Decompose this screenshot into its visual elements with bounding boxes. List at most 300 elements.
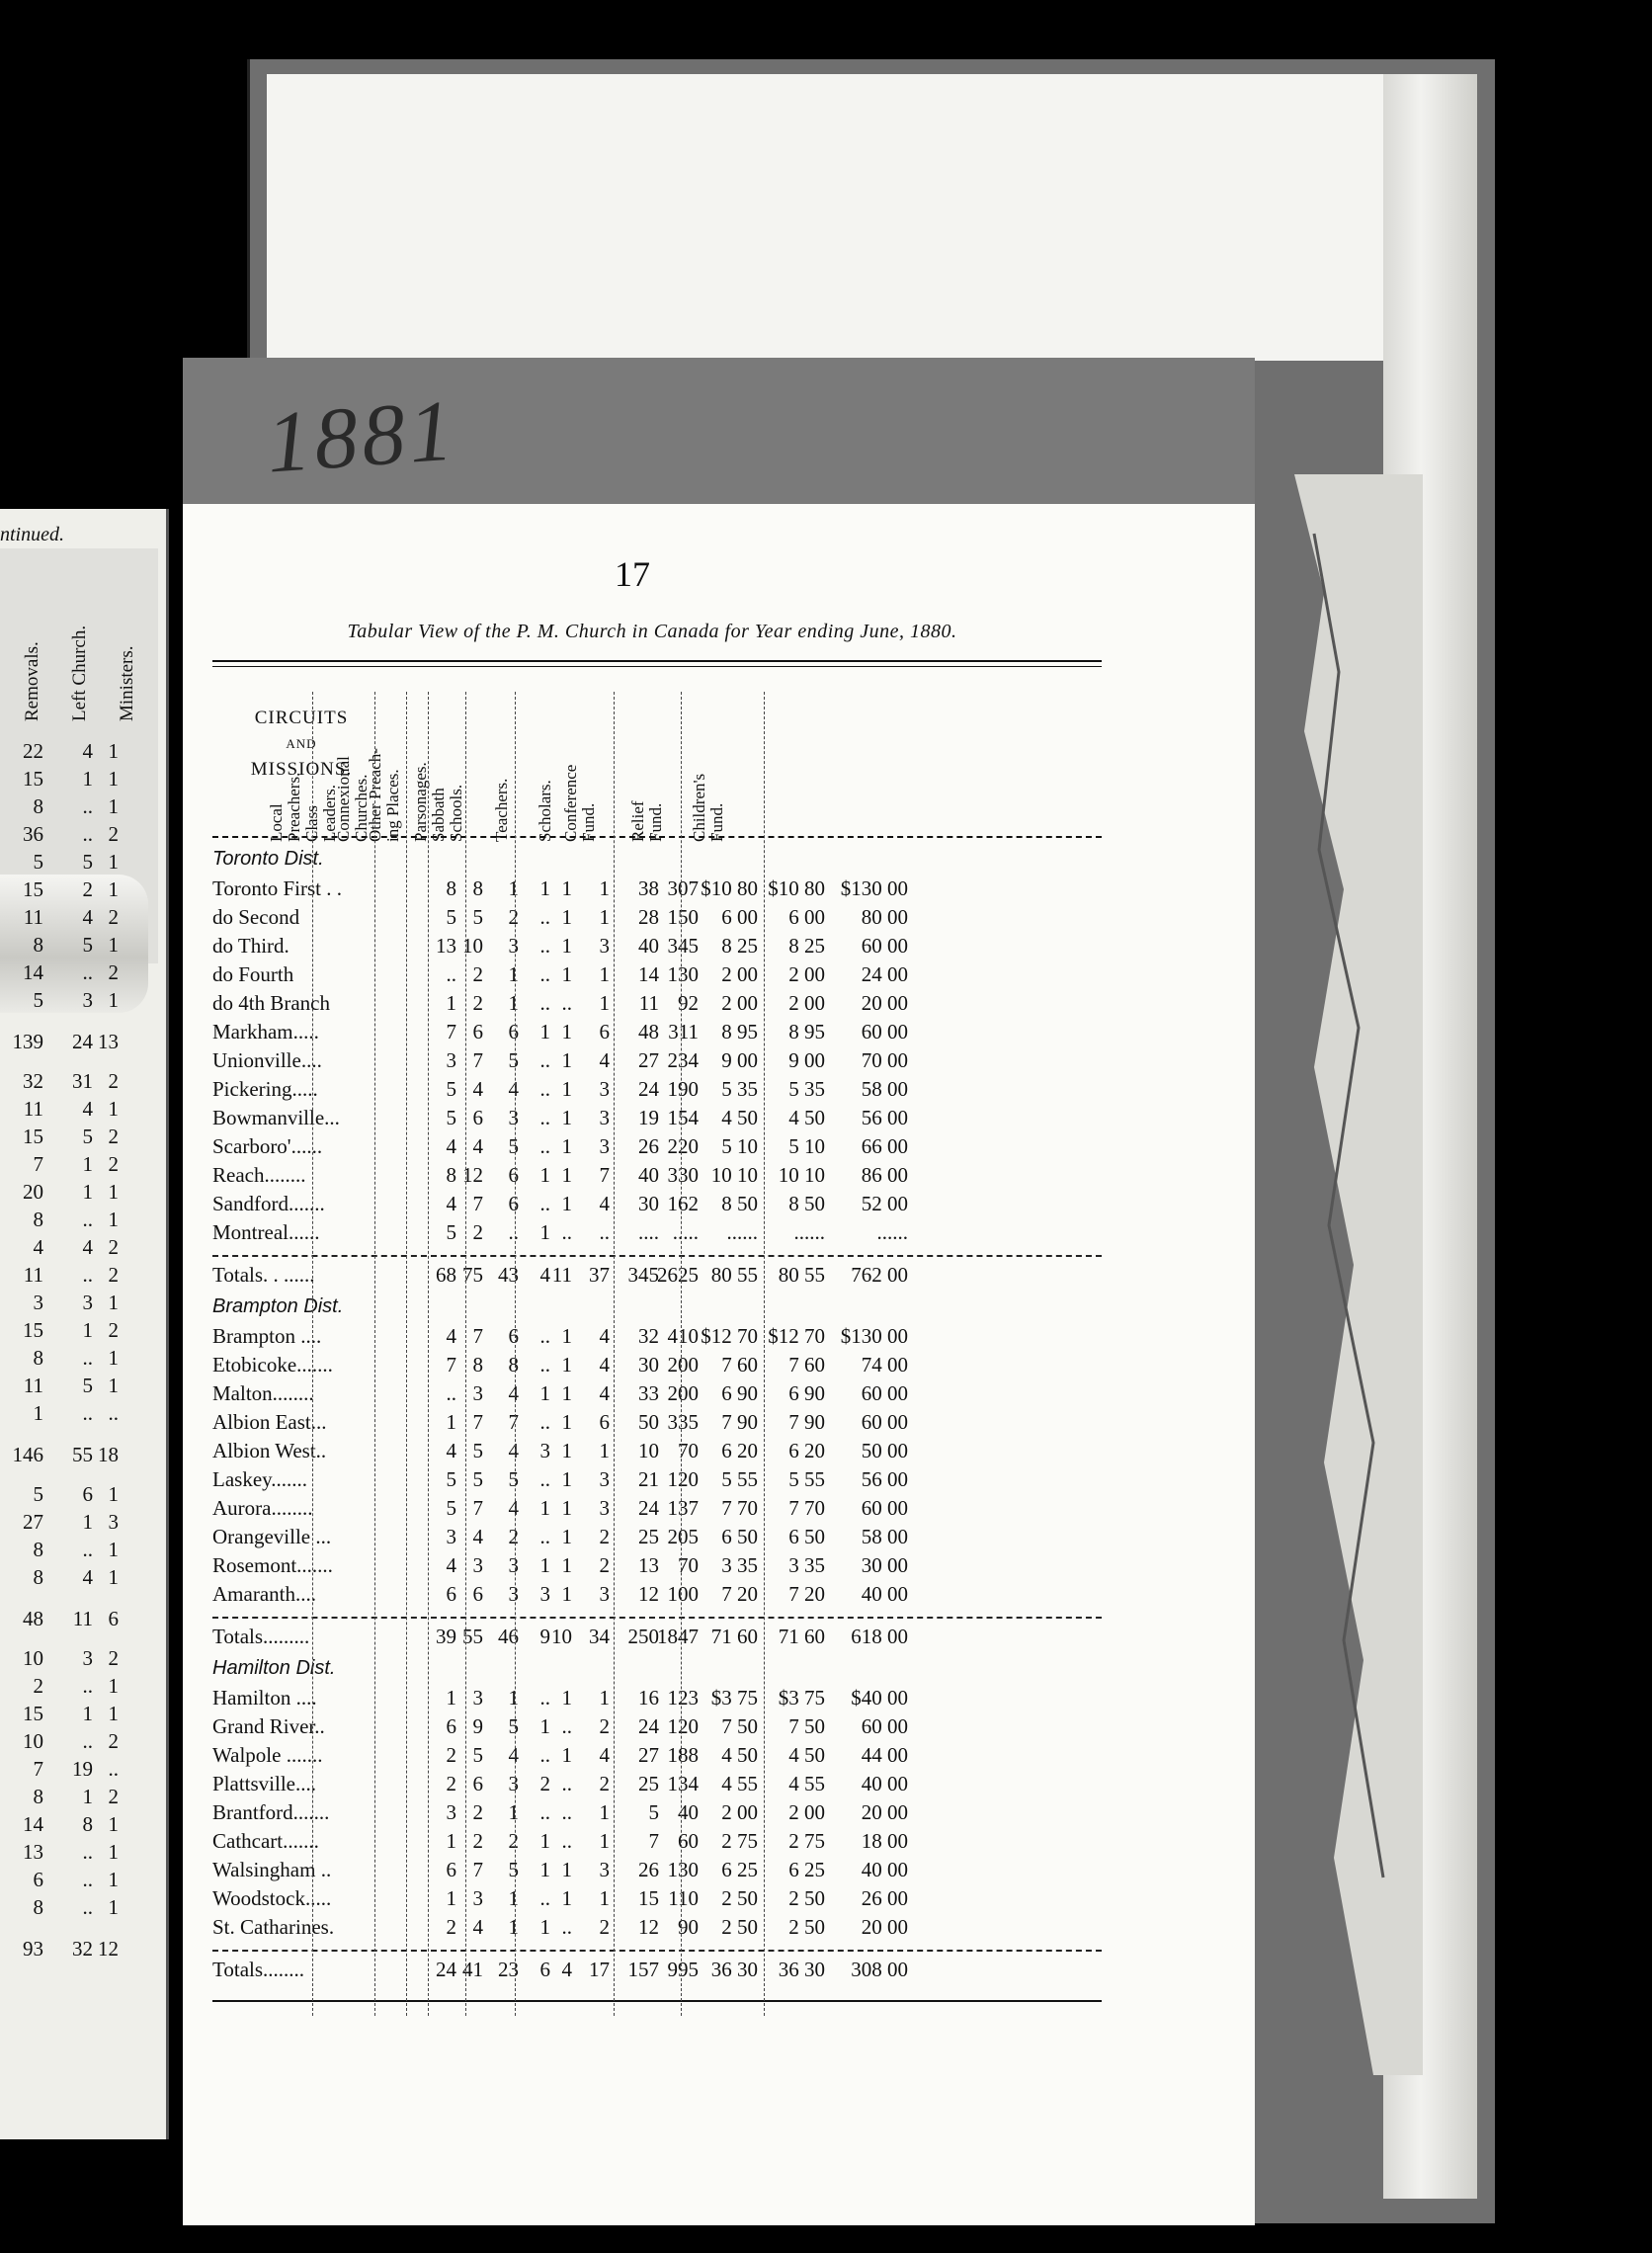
cell: .. bbox=[561, 991, 572, 1015]
left-cell: 1 bbox=[108, 1702, 119, 1725]
cell: 2 00 bbox=[721, 962, 758, 986]
column-header: Conference Fund. bbox=[561, 764, 598, 842]
table-row bbox=[212, 1134, 1102, 1162]
cell: 220 bbox=[667, 1134, 699, 1158]
cell: .. bbox=[561, 1714, 572, 1738]
cell: .. bbox=[539, 1800, 550, 1824]
left-cell: 4 bbox=[82, 1565, 93, 1589]
cell: $12 70 bbox=[701, 1324, 758, 1348]
left-cell: 1 bbox=[108, 1291, 119, 1314]
totals-row bbox=[212, 1263, 1102, 1291]
left-table-row bbox=[0, 1030, 163, 1057]
left-cell: 15 bbox=[23, 767, 43, 791]
cell: 1 bbox=[561, 1163, 572, 1187]
cell: 9 00 bbox=[721, 1048, 758, 1072]
cell: 2 bbox=[446, 1915, 456, 1939]
cell: 6 bbox=[446, 1858, 456, 1881]
left-table-row bbox=[0, 794, 163, 822]
cell: 3 bbox=[508, 1772, 519, 1795]
cell: 2 bbox=[599, 1772, 610, 1795]
left-table-row bbox=[0, 1937, 163, 1964]
cell: 25 bbox=[638, 1772, 659, 1795]
cell: 1 bbox=[561, 1381, 572, 1405]
column-header: Sabbath Schools. bbox=[429, 784, 465, 842]
left-cell: 1 bbox=[33, 1401, 43, 1425]
cell: 25 bbox=[638, 1525, 659, 1548]
left-table-row bbox=[0, 960, 163, 988]
left-cell: 6 bbox=[108, 1607, 119, 1630]
cell: 5 bbox=[508, 1714, 519, 1738]
cell: 345 bbox=[667, 934, 699, 958]
cell: 7 90 bbox=[788, 1410, 825, 1434]
cell: 5 35 bbox=[788, 1077, 825, 1101]
cell: 1 bbox=[561, 1467, 572, 1491]
left-cell: 11 bbox=[23, 1263, 43, 1287]
cell: 37 bbox=[589, 1263, 610, 1287]
cell: 1 bbox=[446, 1686, 456, 1710]
cell: 24 bbox=[638, 1714, 659, 1738]
table-row bbox=[212, 1467, 1102, 1495]
cell: .. bbox=[539, 1134, 550, 1158]
cell: 60 00 bbox=[861, 934, 908, 958]
cell: 2 75 bbox=[788, 1829, 825, 1853]
circuit-name: Brampton .... bbox=[212, 1324, 322, 1348]
cell: 8 50 bbox=[721, 1192, 758, 1215]
left-cell: 2 bbox=[108, 1318, 119, 1342]
left-cell: 1 bbox=[108, 1538, 119, 1561]
left-column-header: Removals. bbox=[22, 641, 42, 721]
left-cell: 1 bbox=[108, 739, 119, 763]
cell: 4 bbox=[599, 1048, 610, 1072]
left-cell: 5 bbox=[82, 1374, 93, 1397]
cell: 24 00 bbox=[861, 962, 908, 986]
cell: 30 00 bbox=[861, 1553, 908, 1577]
cell: 6 bbox=[472, 1772, 483, 1795]
cell: 4 bbox=[508, 1381, 519, 1405]
cell: ...... bbox=[726, 1220, 758, 1244]
circuit-name: Grand River.. bbox=[212, 1714, 325, 1738]
column-header: Class Leaders. bbox=[302, 784, 339, 842]
cell: 188 bbox=[667, 1743, 699, 1767]
cell: 2 50 bbox=[721, 1886, 758, 1910]
table-row bbox=[212, 1686, 1102, 1713]
left-cell: 5 bbox=[82, 850, 93, 874]
cell: 56 00 bbox=[861, 1106, 908, 1129]
table-row bbox=[212, 1381, 1102, 1409]
cell: 71 60 bbox=[778, 1625, 825, 1648]
cell: $40 00 bbox=[851, 1686, 908, 1710]
cell: 7 bbox=[472, 1324, 483, 1348]
table-row bbox=[212, 1772, 1102, 1799]
cell: 4 bbox=[508, 1439, 519, 1462]
cell: 4 bbox=[599, 1353, 610, 1377]
torn-page-edges bbox=[1284, 474, 1423, 2075]
cell: 6 25 bbox=[788, 1858, 825, 1881]
circuit-name: Etobicoke....... bbox=[212, 1353, 333, 1377]
cell: 1 bbox=[561, 1048, 572, 1072]
cell: .. bbox=[561, 1772, 572, 1795]
cell: $10 80 bbox=[701, 876, 758, 900]
cell: .. bbox=[539, 1192, 550, 1215]
cell: 3 bbox=[539, 1582, 550, 1606]
left-table-row bbox=[0, 1646, 163, 1674]
cell: 5 bbox=[648, 1800, 659, 1824]
table-row bbox=[212, 1915, 1102, 1943]
cell: 6 bbox=[508, 1192, 519, 1215]
cell: 40 bbox=[638, 934, 659, 958]
circuit-name: Pickering..... bbox=[212, 1077, 318, 1101]
cell: 40 00 bbox=[861, 1772, 908, 1795]
left-cell: .. bbox=[82, 1538, 93, 1561]
cell: .. bbox=[446, 1381, 456, 1405]
left-cell: 48 bbox=[23, 1607, 43, 1630]
cell: 20 00 bbox=[861, 1915, 908, 1939]
left-cell: 31 bbox=[72, 1069, 93, 1093]
cell: 34 bbox=[589, 1625, 610, 1648]
left-table-row bbox=[0, 1180, 163, 1208]
column-header: Teachers. bbox=[492, 778, 511, 842]
cell: 7 50 bbox=[721, 1714, 758, 1738]
cell: 1 bbox=[561, 1858, 572, 1881]
cell: 58 00 bbox=[861, 1525, 908, 1548]
cell: 1 bbox=[599, 905, 610, 929]
left-column-header: Left Church. bbox=[69, 625, 90, 721]
cell: 19 bbox=[638, 1106, 659, 1129]
cell: 80 55 bbox=[778, 1263, 825, 1287]
table-row bbox=[212, 934, 1102, 961]
cell: 4 bbox=[561, 1958, 572, 1981]
cell: 66 00 bbox=[861, 1134, 908, 1158]
cell: 13 bbox=[436, 934, 456, 958]
left-table-row bbox=[0, 1235, 163, 1263]
left-table-row bbox=[0, 905, 163, 933]
cell: 80 55 bbox=[710, 1263, 758, 1287]
circuits-header-line1: CIRCUITS bbox=[254, 708, 349, 728]
cell: 3 bbox=[539, 1439, 550, 1462]
left-cell: 2 bbox=[108, 1785, 119, 1808]
cell: 6 bbox=[599, 1410, 610, 1434]
left-cell: 1 bbox=[108, 1565, 119, 1589]
cell: 205 bbox=[667, 1525, 699, 1548]
circuit-name: Aurora........ bbox=[212, 1496, 313, 1520]
cell: 30 bbox=[638, 1192, 659, 1215]
cell: 1 bbox=[446, 991, 456, 1015]
cell: 335 bbox=[667, 1410, 699, 1434]
left-cell: 22 bbox=[23, 739, 43, 763]
cell: 6 50 bbox=[721, 1525, 758, 1548]
cell: 1 bbox=[539, 1496, 550, 1520]
cell: 38 bbox=[638, 876, 659, 900]
cell: 3 bbox=[446, 1800, 456, 1824]
left-table-row bbox=[0, 1868, 163, 1895]
cell: 7 bbox=[472, 1192, 483, 1215]
left-table-row bbox=[0, 1702, 163, 1729]
cell: 4 bbox=[446, 1134, 456, 1158]
cell: 1 bbox=[539, 1858, 550, 1881]
left-cell: 1 bbox=[108, 1840, 119, 1864]
column-divider bbox=[465, 692, 466, 2016]
circuit-name: Unionville.... bbox=[212, 1048, 322, 1072]
table-row bbox=[212, 962, 1102, 990]
cell: 2 00 bbox=[788, 962, 825, 986]
column-divider bbox=[764, 692, 765, 2016]
title-rule bbox=[212, 660, 1102, 662]
left-cell: 3 bbox=[82, 1291, 93, 1314]
cell: 4 bbox=[508, 1077, 519, 1101]
cell: 6 bbox=[446, 1714, 456, 1738]
cell: 1 bbox=[539, 1163, 550, 1187]
cell: 26 00 bbox=[861, 1886, 908, 1910]
left-cell: 11 bbox=[23, 905, 43, 929]
cell: 92 bbox=[678, 991, 699, 1015]
cell: 6 20 bbox=[721, 1439, 758, 1462]
table-row bbox=[212, 1324, 1102, 1352]
cell: 5 bbox=[508, 1467, 519, 1491]
cell: 4 bbox=[508, 1496, 519, 1520]
left-cell: 19 bbox=[72, 1757, 93, 1781]
cell: 10 10 bbox=[778, 1163, 825, 1187]
cell: 80 00 bbox=[861, 905, 908, 929]
cell: 30 bbox=[638, 1353, 659, 1377]
cell: 345 bbox=[627, 1263, 659, 1287]
left-cell: 1 bbox=[82, 1318, 93, 1342]
left-cell: 93 bbox=[23, 1937, 43, 1961]
circuit-name: Laskey....... bbox=[212, 1467, 308, 1491]
left-cell: 8 bbox=[33, 1785, 43, 1808]
cell: 1 bbox=[539, 1915, 550, 1939]
cell: 2 bbox=[472, 1220, 483, 1244]
bottom-rule bbox=[212, 2000, 1102, 2002]
column-divider bbox=[681, 692, 682, 2016]
cell: $3 75 bbox=[778, 1686, 825, 1710]
left-cell: 1 bbox=[82, 1785, 93, 1808]
table-row bbox=[212, 1048, 1102, 1076]
cell: 7 60 bbox=[721, 1353, 758, 1377]
cell: 3 bbox=[599, 1077, 610, 1101]
table-row bbox=[212, 1800, 1102, 1828]
cell: 3 bbox=[472, 1686, 483, 1710]
cell: 5 10 bbox=[721, 1134, 758, 1158]
cell: 330 bbox=[667, 1163, 699, 1187]
cell: 2 50 bbox=[788, 1886, 825, 1910]
blank-top-sheet bbox=[267, 74, 1472, 361]
cell: 60 00 bbox=[861, 1020, 908, 1043]
table-row bbox=[212, 1163, 1102, 1191]
left-table-row bbox=[0, 1757, 163, 1785]
cell: 2 00 bbox=[788, 1800, 825, 1824]
cell: 9 bbox=[539, 1625, 550, 1648]
cell: 4 bbox=[599, 1192, 610, 1215]
left-cell: 1 bbox=[108, 850, 119, 874]
left-cell: 2 bbox=[82, 877, 93, 901]
cell: 36 30 bbox=[710, 1958, 758, 1981]
table-row bbox=[212, 905, 1102, 933]
district-heading bbox=[212, 1657, 1102, 1685]
cell: 1 bbox=[446, 1829, 456, 1853]
column-header: Connexional Churches. bbox=[334, 756, 371, 842]
left-cell: 146 bbox=[12, 1443, 43, 1466]
cell: 6 00 bbox=[721, 905, 758, 929]
cell: .. bbox=[539, 1106, 550, 1129]
totals-rule bbox=[212, 1255, 1102, 1257]
cell: 3 bbox=[599, 1582, 610, 1606]
cell: 1 bbox=[561, 876, 572, 900]
table-row bbox=[212, 1496, 1102, 1524]
circuit-name: do 4th Branch bbox=[212, 991, 330, 1015]
cell: 6 25 bbox=[721, 1858, 758, 1881]
cell: 1 bbox=[561, 1020, 572, 1043]
cell: 1 bbox=[561, 962, 572, 986]
circuit-name: Scarboro'...... bbox=[212, 1134, 323, 1158]
cell: 23 bbox=[498, 1958, 519, 1981]
cell: 3 bbox=[508, 1553, 519, 1577]
cell: 2625 bbox=[657, 1263, 699, 1287]
table-row bbox=[212, 1714, 1102, 1742]
cell: 190 bbox=[667, 1077, 699, 1101]
cell: 4 bbox=[599, 1743, 610, 1767]
left-cell: 8 bbox=[33, 1565, 43, 1589]
cell: 7 bbox=[472, 1048, 483, 1072]
cell: .. bbox=[539, 1048, 550, 1072]
table-row bbox=[212, 1192, 1102, 1219]
cell: 12 bbox=[638, 1582, 659, 1606]
cell: 7 90 bbox=[721, 1410, 758, 1434]
cell: .. bbox=[599, 1220, 610, 1244]
cell: 100 bbox=[667, 1582, 699, 1606]
left-table-row bbox=[0, 1895, 163, 1923]
left-table-row bbox=[0, 1565, 163, 1593]
cell: 3 bbox=[508, 934, 519, 958]
cell: 1 bbox=[561, 1134, 572, 1158]
circuit-name: Albion East... bbox=[212, 1410, 327, 1434]
totals-rule bbox=[212, 1950, 1102, 1952]
cell: 2 bbox=[508, 1829, 519, 1853]
cell: 1 bbox=[539, 1220, 550, 1244]
left-table-row bbox=[0, 1318, 163, 1346]
cell: 8 95 bbox=[788, 1020, 825, 1043]
cell: 20 00 bbox=[861, 1800, 908, 1824]
left-table-row bbox=[0, 933, 163, 960]
cell: 48 bbox=[638, 1020, 659, 1043]
cell: 2 50 bbox=[788, 1915, 825, 1939]
cell: 6 50 bbox=[788, 1525, 825, 1548]
cell: $10 80 bbox=[768, 876, 825, 900]
left-cell: 139 bbox=[12, 1030, 43, 1053]
left-table-row bbox=[0, 850, 163, 877]
left-table-row bbox=[0, 1346, 163, 1374]
circuit-name: Totals......... bbox=[212, 1625, 310, 1648]
circuit-name: Malton........ bbox=[212, 1381, 314, 1405]
cell: .. bbox=[508, 1220, 519, 1244]
left-cell: 13 bbox=[98, 1030, 119, 1053]
cell: 1 bbox=[599, 876, 610, 900]
circuit-name: Totals........ bbox=[212, 1958, 305, 1981]
cell: 1 bbox=[561, 1077, 572, 1101]
circuit-name: St. Catharines. bbox=[212, 1915, 335, 1939]
left-cell: 7 bbox=[33, 1757, 43, 1781]
left-cell: 3 bbox=[82, 1646, 93, 1670]
left-cell: 1 bbox=[108, 1812, 119, 1836]
table-row bbox=[212, 1582, 1102, 1610]
left-cell: 18 bbox=[98, 1443, 119, 1466]
cell: 9 bbox=[472, 1714, 483, 1738]
left-cell: 4 bbox=[82, 739, 93, 763]
cell: 1 bbox=[561, 1439, 572, 1462]
cell: 70 bbox=[678, 1439, 699, 1462]
page-title: Tabular View of the P. M. Church in Canada for Year ending June, 1880. bbox=[347, 621, 957, 642]
cell: 4 50 bbox=[788, 1106, 825, 1129]
cell: 39 bbox=[436, 1625, 456, 1648]
column-header: Children's Fund. bbox=[690, 773, 726, 842]
cell: 7 bbox=[599, 1163, 610, 1187]
cell: 1 bbox=[561, 1553, 572, 1577]
cell: 1 bbox=[561, 934, 572, 958]
circuit-name: Brampton Dist. bbox=[212, 1295, 344, 1317]
cell: 24 bbox=[436, 1958, 456, 1981]
cell: 120 bbox=[667, 1714, 699, 1738]
cell: 4 bbox=[446, 1553, 456, 1577]
cell: 33 bbox=[638, 1381, 659, 1405]
left-cell: .. bbox=[82, 1868, 93, 1891]
left-cell: 20 bbox=[23, 1180, 43, 1204]
cell: .. bbox=[539, 934, 550, 958]
cell: 5 55 bbox=[788, 1467, 825, 1491]
cell: 1 bbox=[599, 1829, 610, 1853]
column-headers bbox=[212, 682, 1102, 850]
circuit-name: Bowmanville... bbox=[212, 1106, 340, 1129]
left-cell: 1 bbox=[108, 794, 119, 818]
circuit-name: Hamilton Dist. bbox=[212, 1657, 336, 1679]
column-divider bbox=[312, 692, 313, 2016]
left-cell: 8 bbox=[33, 1208, 43, 1231]
cell: .. bbox=[539, 991, 550, 1015]
circuit-name: Walsingham .. bbox=[212, 1858, 332, 1881]
cell: 55 bbox=[462, 1625, 483, 1648]
cell: 2 bbox=[508, 905, 519, 929]
cell: 41 bbox=[462, 1958, 483, 1981]
cell: 20 00 bbox=[861, 991, 908, 1015]
left-cell: 11 bbox=[72, 1607, 93, 1630]
table-row bbox=[212, 1220, 1102, 1248]
left-cell: 1 bbox=[108, 767, 119, 791]
left-cell: 2 bbox=[108, 1235, 119, 1259]
left-cell: 8 bbox=[33, 1346, 43, 1370]
cell: 123 bbox=[667, 1686, 699, 1710]
column-header: Local Preachers. bbox=[267, 772, 303, 842]
left-table-row bbox=[0, 1263, 163, 1291]
cell: ...... bbox=[876, 1220, 908, 1244]
left-cell: 15 bbox=[23, 1702, 43, 1725]
cell: 60 00 bbox=[861, 1496, 908, 1520]
cell: 4 bbox=[508, 1743, 519, 1767]
cell: 8 50 bbox=[788, 1192, 825, 1215]
cell: 1 bbox=[508, 876, 519, 900]
cell: 2 bbox=[508, 1525, 519, 1548]
left-cell: 36 bbox=[23, 822, 43, 846]
cell: 5 bbox=[446, 1106, 456, 1129]
cell: 120 bbox=[667, 1467, 699, 1491]
cell: 2 00 bbox=[721, 1800, 758, 1824]
left-cell: 6 bbox=[33, 1868, 43, 1891]
table-row bbox=[212, 1829, 1102, 1857]
cell: 14 bbox=[638, 962, 659, 986]
left-cell: 8 bbox=[33, 1895, 43, 1919]
left-cell: .. bbox=[82, 1401, 93, 1425]
cell: 10 10 bbox=[710, 1163, 758, 1187]
totals-row bbox=[212, 1958, 1102, 1985]
left-cell: 2 bbox=[108, 822, 119, 846]
cell: 7 bbox=[472, 1858, 483, 1881]
